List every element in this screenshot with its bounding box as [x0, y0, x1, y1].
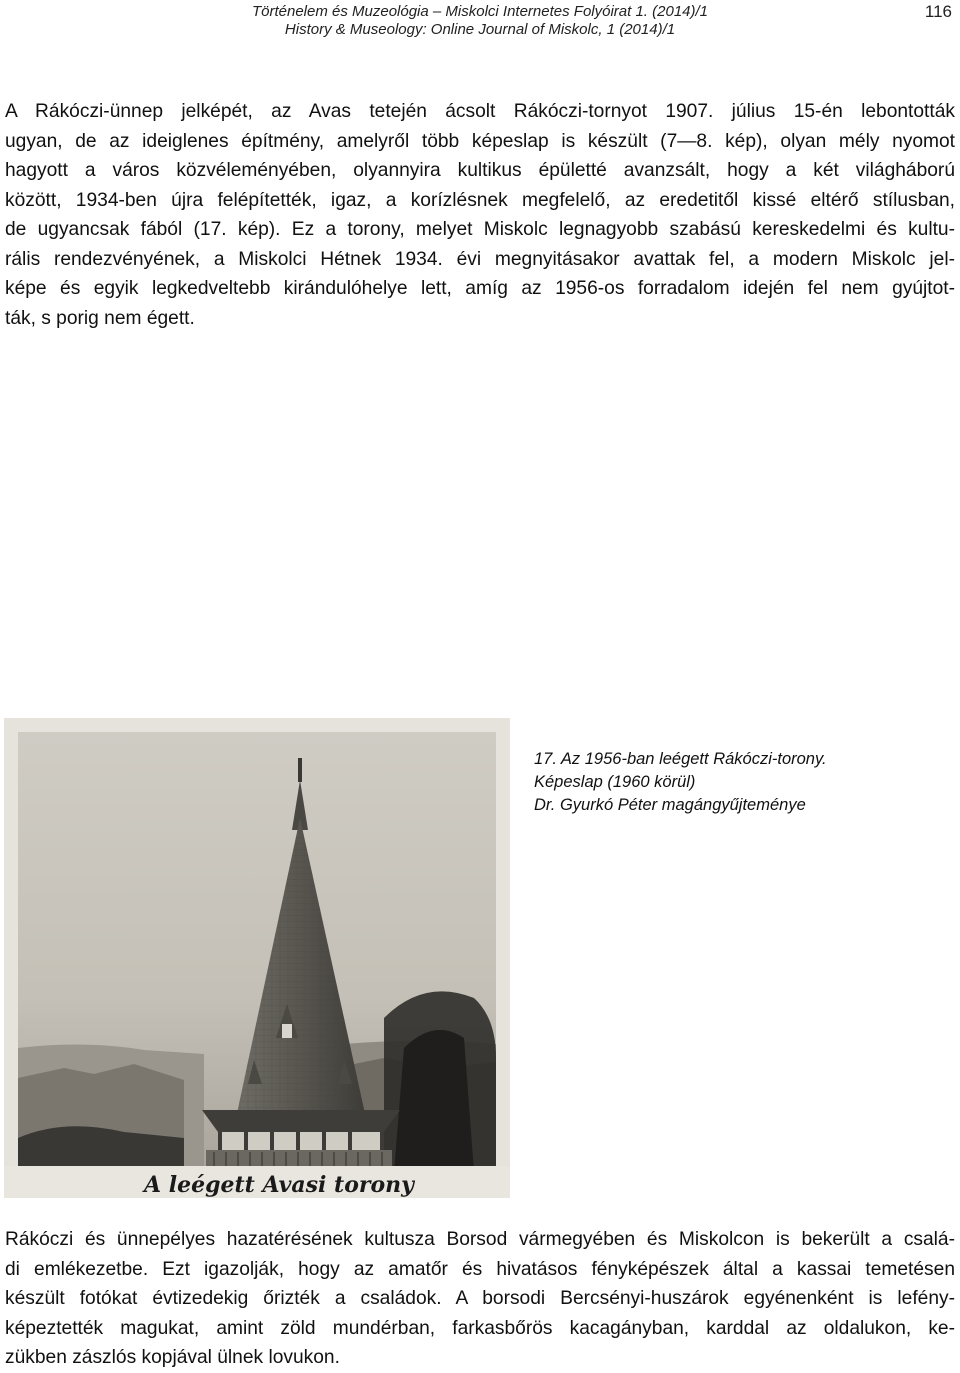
paragraph-line: di emlékezetbe. Ezt igazolják, hogy az amatőr és hivatásos fényképészek által a kassai temetésen	[5, 1258, 955, 1280]
body-paragraph-2	[5, 1225, 955, 1373]
caption-source-type: Képeslap (1960 körül)	[534, 773, 696, 791]
paragraph-line: A Rákóczi-ünnep jelképét, az Avas tetején ácsolt Rákóczi-tornyot 1907. július 15-én lebontották	[5, 101, 955, 122]
paragraph-line: képe és egyik legkedveltebb kirándulóhelye lett, amíg az 1956-os forradalom idején fel nem gyújtot-	[5, 278, 955, 299]
postcard-photo	[4, 718, 510, 1198]
figure-caption	[534, 748, 827, 817]
paragraph-line: készült fotókat évtizedekig őrizték a családok. A borsodi Bercsényi-huszárok egyénenként is lefény-	[5, 1288, 955, 1309]
paragraph-line: zükben zászlós kopjával ülnek lovukon.	[5, 1347, 340, 1368]
postcard-inscription: A leégett Avasi torony	[144, 1172, 414, 1198]
journal-title-en: History & Museology: Online Journal of Miskolc, 1 (2014)/1	[284, 21, 676, 38]
tower-illustration	[4, 718, 510, 1198]
page-header	[0, 0, 960, 60]
paragraph-line: hagyott a város közvéleményében, olyannyira kultikus épületté avanzsált, hogy a két világháború	[5, 160, 955, 181]
page-number: 116	[924, 2, 952, 21]
paragraph-line: képeztették magukat, amint zöld mundérban, farkasbőrös kacagányban, karddal az oldalukon, ke-	[5, 1317, 955, 1339]
paragraph-line: de ugyancsak fából (17. kép). Ez a torony, melyet Miskolc legnagyobb szabású kereskedelmi és kultu-	[5, 219, 955, 240]
paragraph-line: ták, s porig nem égett.	[5, 307, 195, 329]
paragraph-line: között, 1934-ben újra felépítették, igaz, a korízlésnek megfelelő, az eredetitől kissé eltérő stílusban,	[5, 189, 955, 211]
paragraph-line: Rákóczi és ünnepélyes hazatérésének kultusza Borsod vármegyében és Miskolcon is bekerült a csalá-	[5, 1229, 955, 1250]
caption-collection: Dr. Gyurkó Péter magángyűjteménye	[534, 796, 806, 814]
paragraph-line: rális rendezvényének, a Miskolci Hétnek 1934. évi megnyitásakor avattak fel, a modern Miskolc jel-	[5, 248, 955, 270]
body-paragraph-1	[5, 97, 955, 333]
journal-title-hu: Történelem és Muzeológia – Miskolci Internetes Folyóirat 1. (2014)/1	[251, 3, 709, 20]
caption-title: 17. Az 1956-ban leégett Rákóczi-torony.	[534, 750, 827, 768]
paragraph-line: ugyan, de az ideiglenes építmény, amelyről több képeslap is készült (7—8. kép), olyan mély nyomot	[5, 130, 955, 152]
